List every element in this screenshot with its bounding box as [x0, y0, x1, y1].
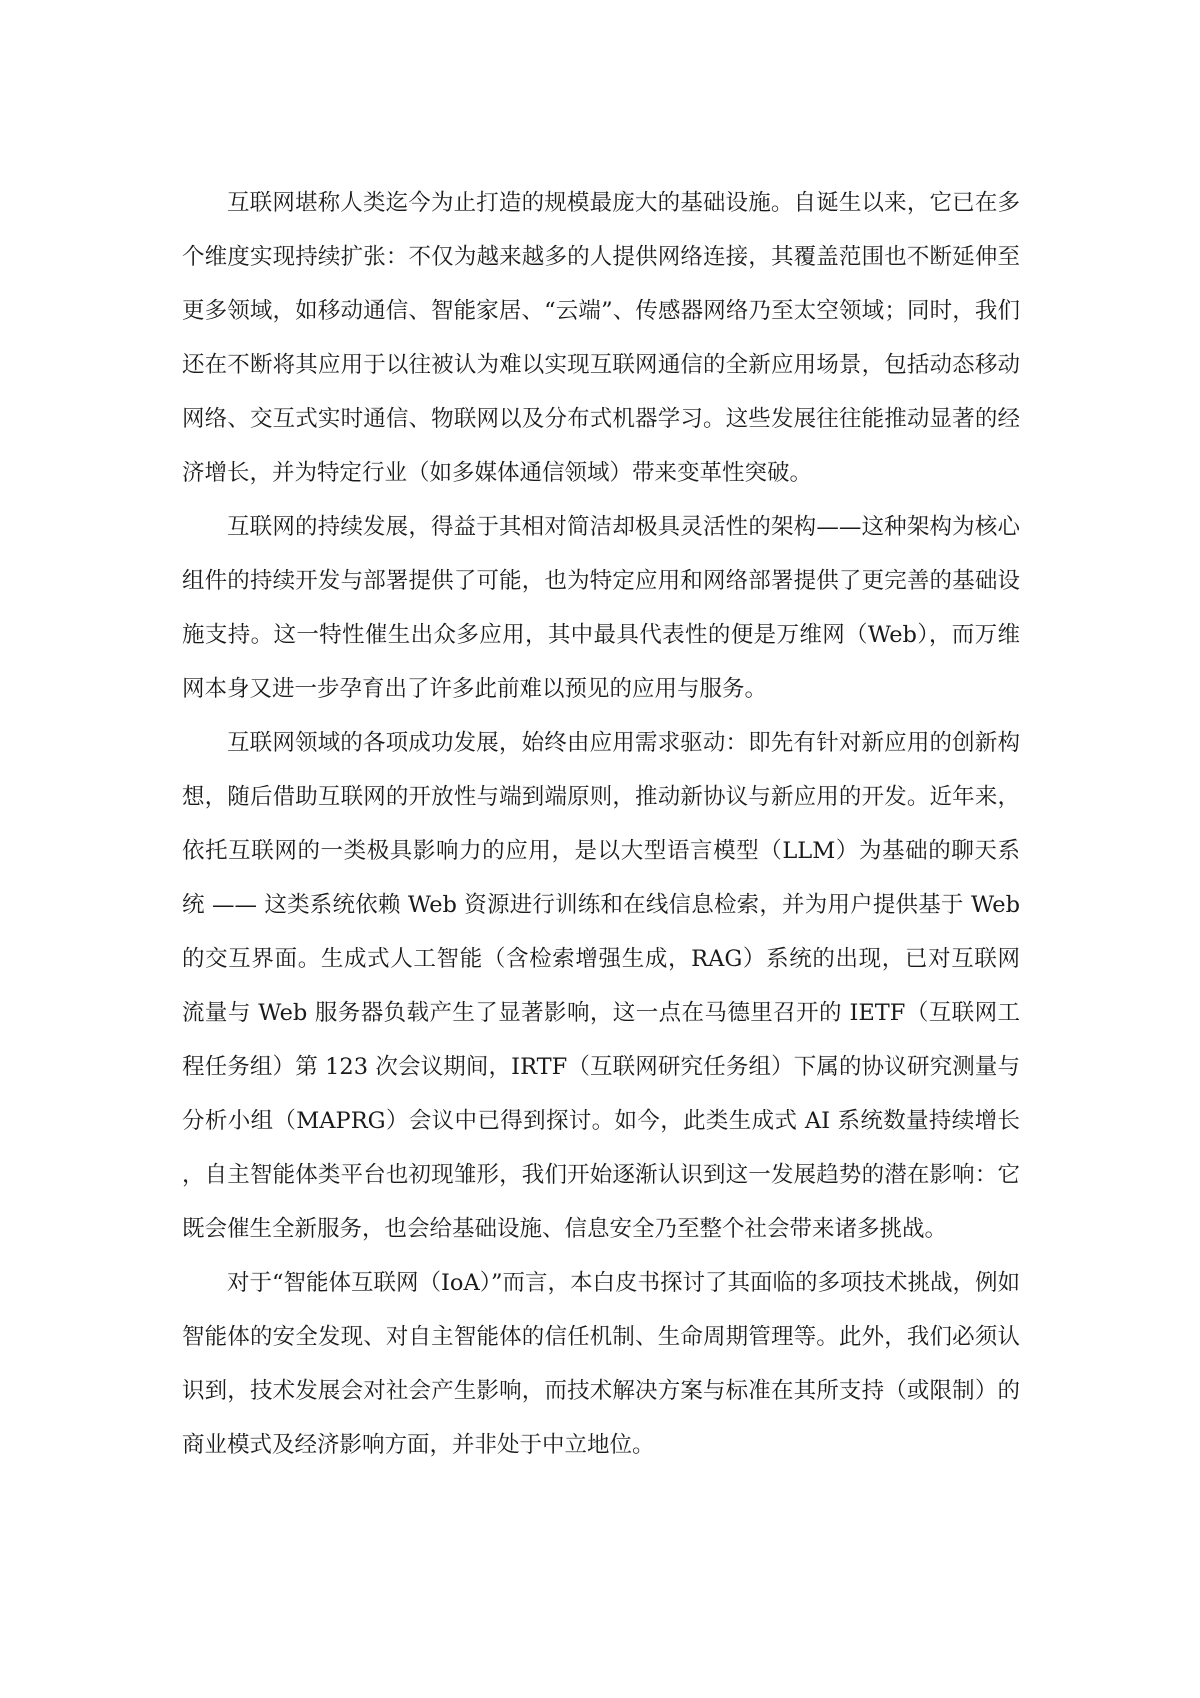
paragraph-application-driven-development: 互联网领域的各项成功发展，始终由应用需求驱动：即先有针对新应用的创新构想，随后借助互联网的开放性与端到端原则，推动新协议与新应用的开发。近年来，依托互联网的一类极具影响力的应用，是以大型语言模型（LLM）为基础的聊天系统 —— 这类系统依赖 Web 资源进行训练和在线信息检索，并为用户提供基于 Web 的交互界面。生成式人工智能（含检索增强生成，RAG）系统的出现，已对互联网流量与 Web 服务器负载产生了显著影响，这一点在马德里召开的 IETF（互联网工程任务组）第 123 次会议期间，IRTF（互联网研究任务组）下属的协议研究测量与分析小组（MAPRG）会议中已得到探讨。如今，此类生成式 AI 系统数量持续增长，自主智能体类平台也初现雏形，我们开始逐渐认识到这一发展趋势的潜在影响：它既会催生全新服务，也会给基础设施、信息安全乃至整个社会带来诸多挑战。 — [182, 730, 1020, 1242]
paragraph-internet-of-agents: 对于“智能体互联网（IoA）”而言，本白皮书探讨了其面临的多项技术挑战，例如智能体的安全发现、对自主智能体的信任机制、生命周期管理等。此外，我们必须认识到，技术发展会对社会产生影响，而技术解决方案与标准在其所支持（或限制）的商业模式及经济影响方面，并非处于中立地位。 — [182, 1270, 1020, 1458]
body-text — [182, 176, 1020, 1472]
paragraph-internet-infrastructure: 互联网堪称人类迄今为止打造的规模最庞大的基础设施。自诞生以来，它已在多个维度实现持续扩张：不仅为越来越多的人提供网络连接，其覆盖范围也不断延伸至更多领域，如移动通信、智能家居、“云端”、传感器网络乃至太空领域；同时，我们还在不断将其应用于以往被认为难以实现互联网通信的全新应用场景，包括动态移动网络、交互式实时通信、物联网以及分布式机器学习。这些发展往往能推动显著的经济增长，并为特定行业（如多媒体通信领域）带来变革性突破。 — [182, 190, 1020, 486]
paragraph-internet-architecture: 互联网的持续发展，得益于其相对简洁却极具灵活性的架构——这种架构为核心组件的持续开发与部署提供了可能，也为特定应用和网络部署提供了更完善的基础设施支持。这一特性催生出众多应用，其中最具代表性的便是万维网（Web），而万维网本身又进一步孕育出了许多此前难以预见的应用与服务。 — [182, 514, 1020, 702]
